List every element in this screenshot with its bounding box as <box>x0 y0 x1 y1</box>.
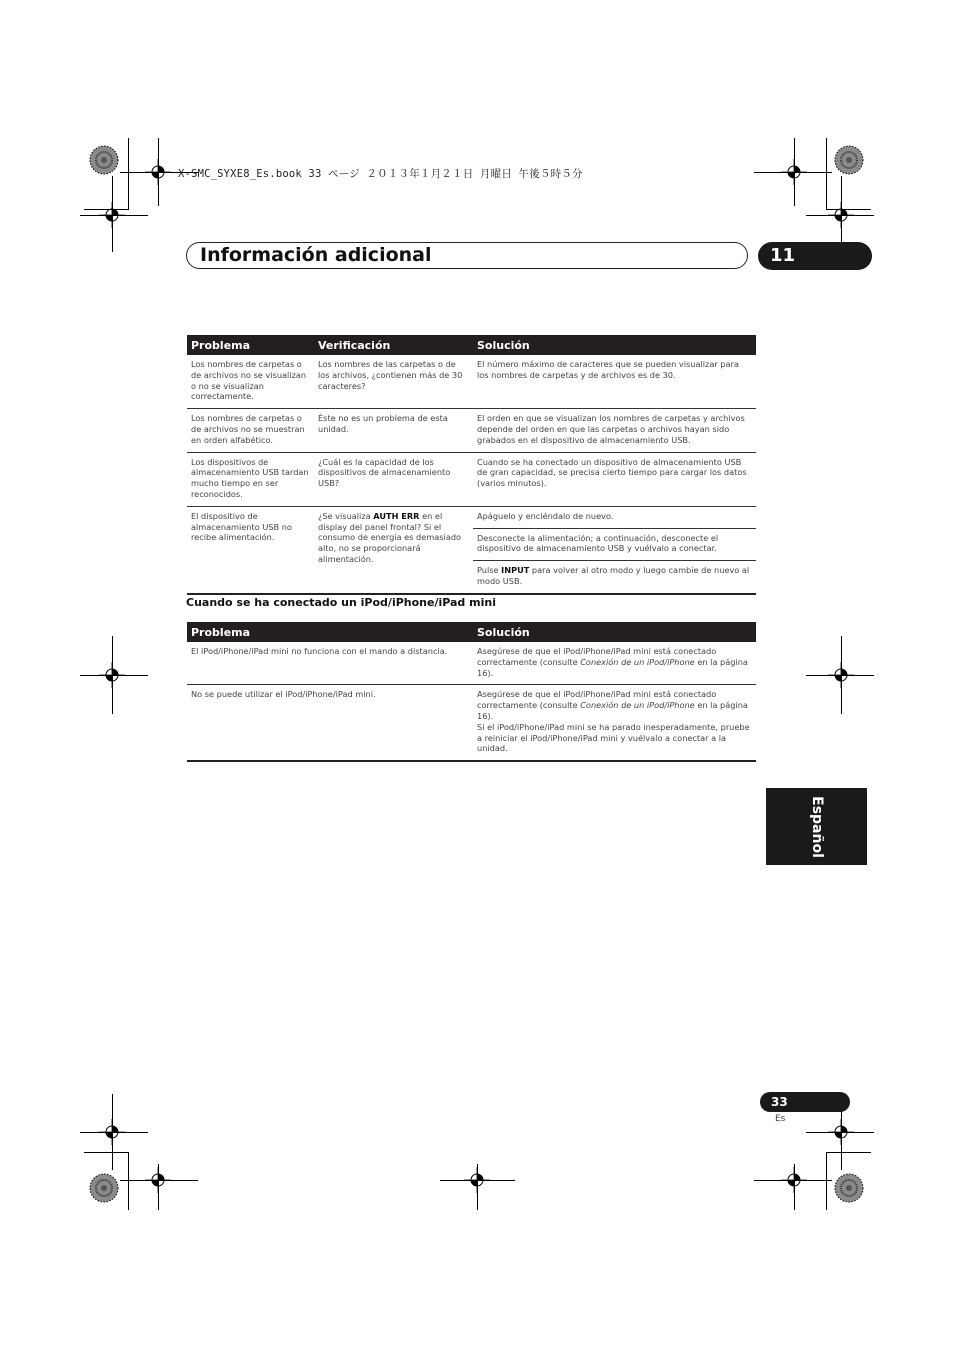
registration-mark-icon <box>99 1119 125 1145</box>
problem-cell: El dispositivo de almacenamiento USB no recibe alimentación. <box>187 506 314 593</box>
table-row <box>187 452 756 506</box>
table-row <box>187 642 756 685</box>
cross-reference: Conexión de un iPod/iPhone <box>580 656 695 667</box>
check-cell: ¿Cuál es la capacidad de los dispositivos de almacenamiento USB? <box>314 452 473 506</box>
registration-mark-icon <box>145 159 171 185</box>
solution-cell: Desconecte la alimentación; a continuación, desconecte el dispositivo de almacenamiento USB y vuélvalo a conectar. <box>473 528 756 561</box>
solution-cell <box>473 685 756 761</box>
star-target-icon <box>834 1173 864 1203</box>
display-message-auth-err: AUTH ERR <box>373 510 420 521</box>
check-cell: Los nombres de las carpetas o de los archivos, ¿contienen más de 30 caracteres? <box>318 359 463 391</box>
button-name-input: INPUT <box>501 565 530 576</box>
solution-text: para volver al otro modo y luego cambie de nuevo al modo USB. <box>477 565 750 586</box>
check-text: ¿Se visualiza <box>318 510 374 521</box>
chapter-number: 11 <box>770 245 796 266</box>
problem-cell: Los nombres de carpetas o de archivos no se muestran en orden alfabético. <box>187 409 314 452</box>
page-language-code: Es <box>775 1114 786 1124</box>
table-row <box>187 506 756 528</box>
solution-text: Pulse <box>477 565 502 576</box>
table-header-row <box>187 622 756 642</box>
crop-line <box>826 1152 827 1210</box>
language-tab-label: Español <box>808 795 825 858</box>
crop-line <box>128 1152 129 1210</box>
table-row <box>187 685 756 761</box>
registration-mark-icon <box>145 1167 171 1193</box>
check-cell: Éste no es un problema de esta unidad. <box>314 409 473 452</box>
ipod-troubleshooting-table <box>187 622 756 762</box>
table-header-row <box>187 335 756 355</box>
column-header: Verificación <box>314 335 473 355</box>
star-target-icon <box>89 1173 119 1203</box>
solution-text: Si el iPod/iPhone/iPad mini se ha parado inesperadamente, pruebe a reiniciar el iPod/iPhone/iPad mini y vuélvalo a conectar a la unidad. <box>477 721 750 754</box>
section-heading: Cuando se ha conectado un iPod/iPhone/iPad mini <box>186 596 496 609</box>
solution-cell <box>473 642 756 685</box>
problem-cell: Los dispositivos de almacenamiento USB tardan mucho tiempo en ser reconocidos. <box>187 452 314 506</box>
column-header: Problema <box>187 622 473 642</box>
usb-troubleshooting-table <box>187 335 756 595</box>
solution-cell: Cuando se ha conectado un dispositivo de almacenamiento USB de gran capacidad, se precisa cierto tiempo para cargar los datos (varios minutos). <box>473 452 756 506</box>
crop-line <box>128 138 129 210</box>
star-target-icon <box>834 145 864 175</box>
chapter-title: Información adicional <box>200 244 432 266</box>
registration-mark-icon <box>781 1167 807 1193</box>
solution-cell: Apáguelo y enciéndalo de nuevo. <box>473 506 756 528</box>
print-header: X-SMC_SYXE8_Es.book 33 ページ ２０１３年１月２１日 月曜日 午後５時５分 <box>178 168 583 180</box>
cross-reference: Conexión de un iPod/iPhone <box>580 700 695 711</box>
problem-cell: Los nombres de carpetas o de archivos no se visualizan o no se visualizan correctamente. <box>191 359 307 402</box>
registration-mark-icon <box>828 1119 854 1145</box>
column-header: Problema <box>187 335 314 355</box>
table-row <box>187 409 756 452</box>
problem-cell: El iPod/iPhone/iPad mini no funciona con el mando a distancia. <box>191 646 448 656</box>
solution-cell: El número máximo de caracteres que se pueden visualizar para los nombres de carpetas y de archivos es de 30. <box>477 359 739 380</box>
column-header: Solución <box>473 335 756 355</box>
table-row <box>187 355 756 409</box>
solution-cell <box>473 561 756 594</box>
registration-mark-icon <box>828 202 854 228</box>
crop-line <box>826 138 827 210</box>
solution-text: Asegúrese de que el iPod/iPhone/iPad mini está conectado correctamente (consulte <box>477 646 717 667</box>
crop-line <box>84 1152 129 1153</box>
column-header: Solución <box>473 622 756 642</box>
registration-mark-icon <box>828 662 854 688</box>
solution-text: en la página 16). <box>477 700 748 721</box>
crop-line <box>826 1152 871 1153</box>
language-tab-label-wrap <box>766 788 867 865</box>
check-text: en el display del panel frontal? Si el consumo de energía es demasiado alto, no se proporcionará alimentación. <box>318 510 462 564</box>
registration-mark-icon <box>781 159 807 185</box>
registration-mark-icon <box>99 662 125 688</box>
registration-mark-icon <box>99 202 125 228</box>
check-cell <box>314 506 473 593</box>
solution-text: en la página 16). <box>477 656 748 678</box>
registration-mark-icon <box>464 1167 490 1193</box>
solution-text: Asegúrese de que el iPod/iPhone/iPad mini está conectado correctamente (consulte <box>477 689 717 711</box>
solution-cell: El orden en que se visualizan los nombres de carpetas y archivos depende del orden en que las carpetas o archivos hayan sido grabados en el dispositivo de almacenamiento USB. <box>473 409 756 452</box>
problem-cell: No se puede utilizar el iPod/iPhone/iPad mini. <box>187 685 473 761</box>
star-target-icon <box>89 145 119 175</box>
page-number: 33 <box>771 1095 788 1109</box>
